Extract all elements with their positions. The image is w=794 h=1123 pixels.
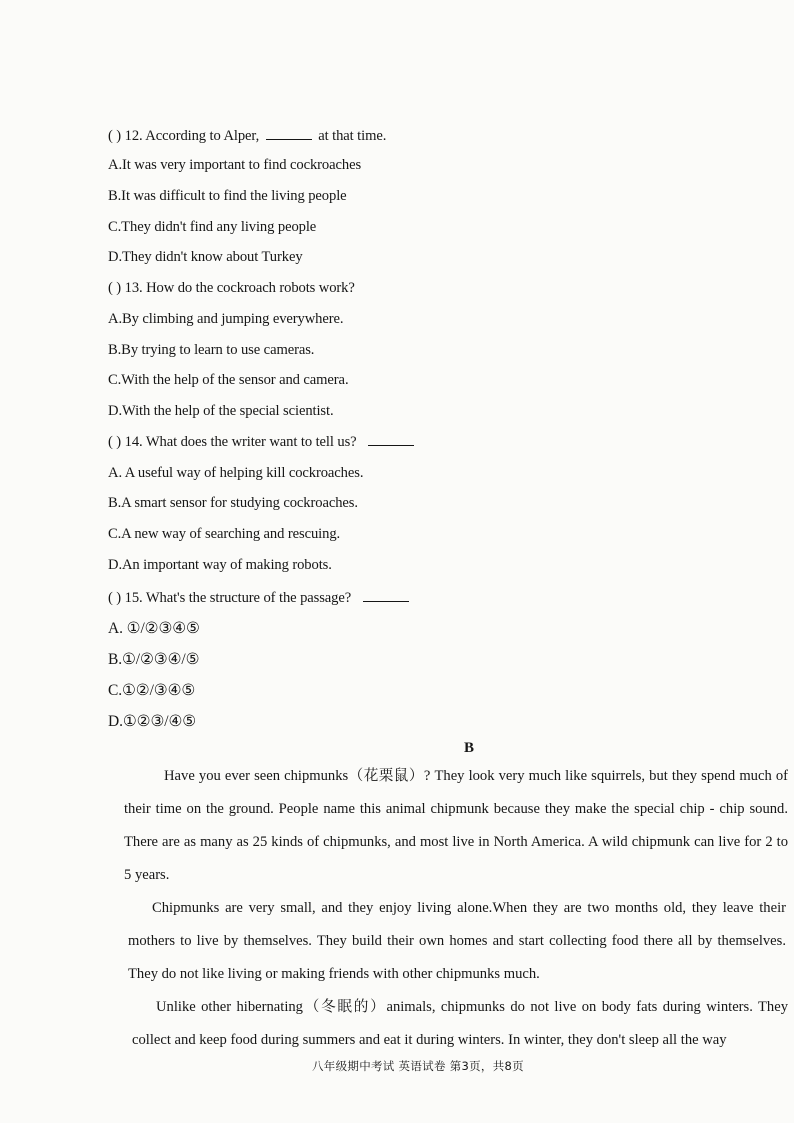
paragraph-3: Unlike other hibernating（冬眠的）animals, chipmunks do not live on body fats during winters. They collect and keep food during summers and eat it during winters. In winter, they don't sleep all the way xyxy=(132,999,788,1048)
answer-blank xyxy=(363,589,409,602)
option-15a: A. ①/②③④⑤ xyxy=(108,620,200,637)
paragraph-1: Have you ever seen chipmunks（花栗鼠）? They look very much like squirrels, but they spend much of their time on the ground. People name this animal chipmunk because they make the special chip - chip sound. There are as many as 25 kinds of chipmunks, and most live in North America. A wild chipmunk can live for 2 to 5 years. xyxy=(124,768,788,883)
question-12-text-end: at that time. xyxy=(318,128,387,144)
paragraph-2: Chipmunks are very small, and they enjoy living alone.When they are two months old, they leave their mothers to live by themselves. They build their own homes and start collecting food there all by themselves. They do not like living or making friends with other chipmunks much. xyxy=(128,900,786,982)
question-14-text: ( ) 14. What does the writer want to tell us? xyxy=(108,434,357,450)
answer-blank xyxy=(266,127,312,140)
option-12b: B.It was difficult to find the living people xyxy=(108,188,347,204)
option-14a: A. A useful way of helping kill cockroaches. xyxy=(108,465,364,481)
option-13b: B.By trying to learn to use cameras. xyxy=(108,342,315,358)
option-13c: C.With the help of the sensor and camera. xyxy=(108,372,349,388)
question-15-stem xyxy=(108,589,412,607)
option-12d: D.They didn't know about Turkey xyxy=(108,249,303,265)
section-title: B xyxy=(464,740,475,756)
option-12c: C.They didn't find any living people xyxy=(108,219,317,235)
option-14b: B.A smart sensor for studying cockroaches. xyxy=(108,495,358,511)
page-footer: 八年级期中考试 英语试卷 第3页，共8页 xyxy=(312,1059,524,1073)
question-13-stem: ( ) 13. How do the cockroach robots work? xyxy=(108,280,355,296)
question-12-stem xyxy=(108,127,386,145)
option-14d: D.An important way of making robots. xyxy=(108,557,332,573)
option-12a: A.It was very important to find cockroaches xyxy=(108,157,362,173)
answer-blank xyxy=(368,433,414,446)
option-15c: C.①②/③④⑤ xyxy=(108,682,196,699)
question-15-text: ( ) 15. What's the structure of the passage? xyxy=(108,590,352,606)
option-14c: C.A new way of searching and rescuing. xyxy=(108,526,341,542)
option-15b: B.①/②③④/⑤ xyxy=(108,651,200,668)
option-15d: D.①②③/④⑤ xyxy=(108,713,197,730)
question-12-text: ( ) 12. According to Alper, xyxy=(108,128,260,144)
option-13a: A.By climbing and jumping everywhere. xyxy=(108,311,344,327)
question-14-stem xyxy=(108,433,417,451)
option-13d: D.With the help of the special scientist. xyxy=(108,403,334,419)
